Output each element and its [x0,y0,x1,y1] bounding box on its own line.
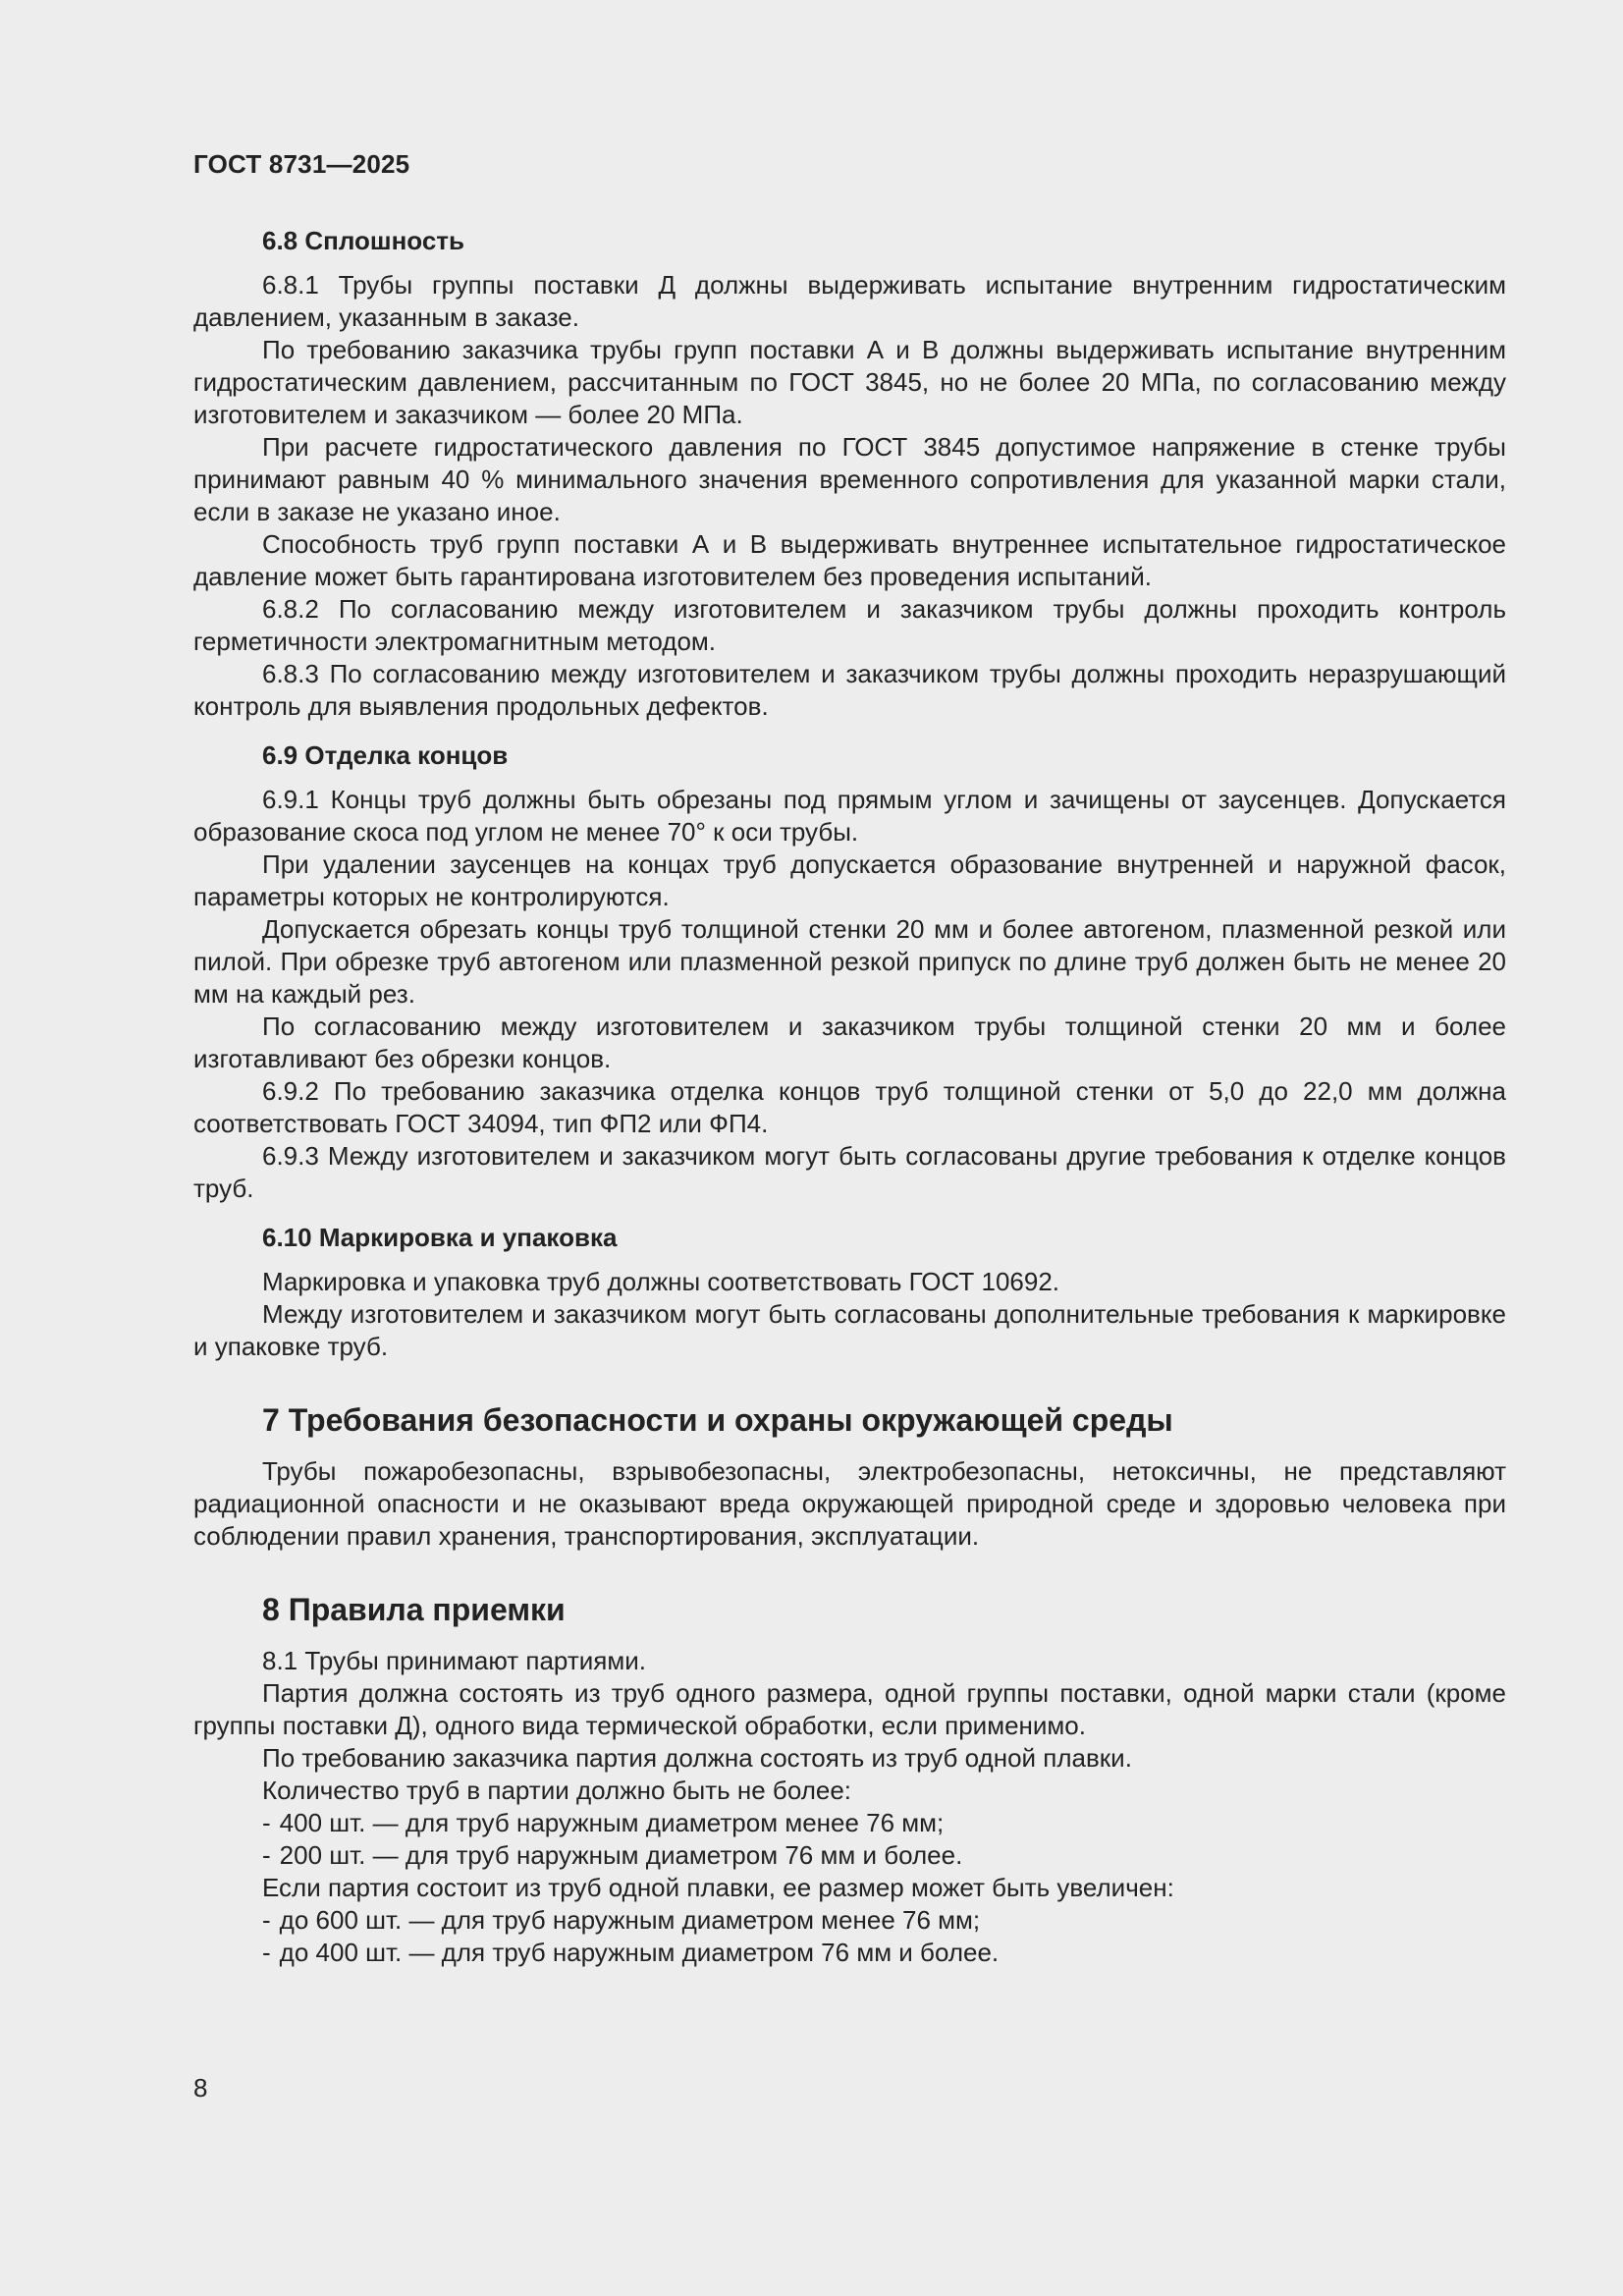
paragraph-6-9-3: 6.9.3 Между изготовителем и заказчиком могут быть согласованы другие требования к отделке концов труб. [193,1141,1506,1203]
standard-header: ГОСТ 8731—2025 [193,149,410,179]
paragraph-8-1-heat: По требованию заказчика партия должна состоять из труб одной плавки. [262,1743,1132,1773]
paragraph-6-10-marking: Маркировка и упаковка труб должны соответствовать ГОСТ 10692. [262,1267,1060,1296]
list-item: - до 600 шт. — для труб наружным диаметром менее 76 мм; [262,1905,981,1935]
paragraph-8-1-quantity: Количество труб в партии должно быть не более: [262,1776,852,1805]
paragraph-7-safety: Трубы пожаробезопасны, взрывобезопасны, электробезопасны, нетоксичны, не представляют радиационной опасности и не оказывают вреда окружающей природной среде и здоровью человека при соблюдении правил хранения, транспортирования, эксплуатации. [193,1456,1506,1551]
paragraph-6-9-1: 6.9.1 Концы труб должны быть обрезаны под прямым углом и зачищены от заусенцев. Допускается образование скоса под углом не менее 70° к оси трубы. [193,785,1506,847]
paragraph-6-8-3: 6.8.3 По согласованию между изготовителем и заказчиком трубы должны проходить неразрушающий контроль для выявления продольных дефектов. [193,659,1506,721]
heading-6-10: 6.10 Маркировка и упаковка [262,1223,618,1252]
paragraph-6-10-additional: Между изготовителем и заказчиком могут быть согласованы дополнительные требования к маркировке и упаковке труб. [193,1299,1506,1361]
paragraph-8-1-batch: Партия должна состоять из труб одного размера, одной группы поставки, одной марки стали (кроме группы поставки Д), одного вида термической обработки, если применимо. [193,1678,1506,1740]
paragraph-8-1: 8.1 Трубы принимают партиями. [262,1646,646,1675]
paragraph-6-9-1-chamfers: При удалении заусенцев на концах труб допускается образование внутренней и наружной фасок, параметры которых не контролируются. [193,849,1506,911]
paragraph-6-8-1-guarantee: Способность труб групп поставки А и В выдерживать внутреннее испытательное гидростатическое давление может быть гарантирована изготовителем без проведения испытаний. [193,529,1506,591]
heading-section-7: 7 Требования безопасности и охраны окружающей среды [262,1402,1173,1438]
paragraph-6-8-2: 6.8.2 По согласованию между изготовителем и заказчиком трубы должны проходить контроль герметичности электромагнитным методом. [193,594,1506,656]
list-item: - до 400 шт. — для труб наружным диаметром 76 мм и более. [262,1938,1000,1967]
page-number: 8 [193,2073,208,2103]
paragraph-6-9-2: 6.9.2 По требованию заказчика отделка концов труб толщиной стенки от 5,0 до 22,0 мм должна соответствовать ГОСТ 34094, тип ФП2 или ФП4. [193,1076,1506,1138]
paragraph-6-8-1-stress: При расчете гидростатического давления по ГОСТ 3845 допустимое напряжение в стенке трубы принимают равным 40 % минимального значения временного сопротивления для указанной марки стали, если в заказе не указано иное. [193,432,1506,526]
list-item: - 400 шт. — для труб наружным диаметром менее 76 мм; [262,1808,945,1837]
page-content [193,224,1506,1969]
heading-section-8: 8 Правила приемки [262,1592,566,1627]
paragraph-8-1-single-heat: Если партия состоит из труб одной плавки, ее размер может быть увеличен: [262,1873,1174,1902]
list-item: - 200 шт. — для труб наружным диаметром 76 мм и более. [262,1840,963,1870]
paragraph-6-8-1: 6.8.1 Трубы группы поставки Д должны выдерживать испытание внутренним гидростатическим давлением, указанным в заказе. [193,270,1506,332]
heading-6-9: 6.9 Отделка концов [262,740,509,770]
paragraph-6-8-1-pressure: По требованию заказчика трубы групп поставки А и В должны выдерживать испытание внутренним гидростатическим давлением, рассчитанным по ГОСТ 3845, но не более 20 МПа, по согласованию между изготовителем и заказчиком — более 20 МПа. [193,335,1506,429]
paragraph-6-9-1-no-cut: По согласованию между изготовителем и заказчиком трубы толщиной стенки 20 мм и более изготавливают без обрезки концов. [193,1011,1506,1073]
paragraph-6-9-1-cutting: Допускается обрезать концы труб толщиной стенки 20 мм и более автогеном, плазменной резкой или пилой. При обрезке труб автогеном или плазменной резкой припуск по длине труб должен быть не менее 20 мм на каждый рез. [193,914,1506,1009]
heading-6-8: 6.8 Сплошность [262,226,464,255]
